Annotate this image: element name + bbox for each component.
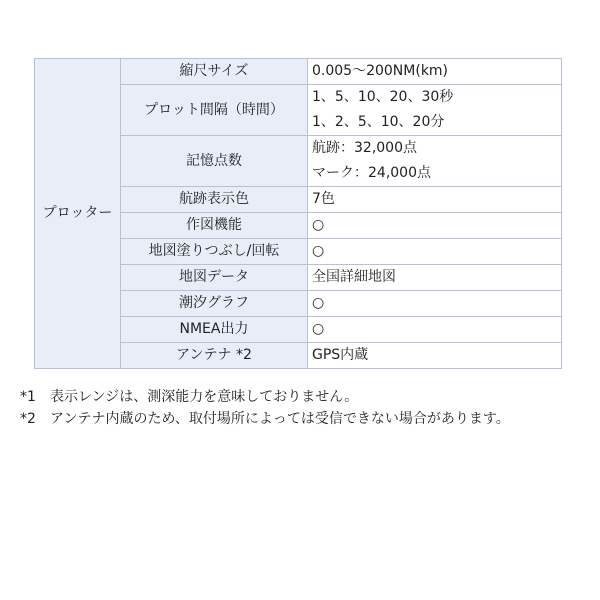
spec-label: アンテナ *2 <box>121 343 308 369</box>
spec-value: ○ <box>308 317 562 343</box>
spec-table <box>34 58 562 369</box>
spec-value: GPS内蔵 <box>308 343 562 369</box>
footnotes <box>20 386 590 430</box>
spec-value: 7色 <box>308 187 562 213</box>
category-cell: プロッター <box>35 59 121 369</box>
footnote-text: アンテナ内蔵のため、取付場所によっては受信できない場合があります。 <box>50 411 510 427</box>
spec-label: 航跡表示色 <box>121 187 308 213</box>
spec-label: 作図機能 <box>121 213 308 239</box>
footnote <box>20 386 590 408</box>
spec-label: 地図データ <box>121 265 308 291</box>
spec-value-line: 航跡：32,000点 <box>312 140 417 156</box>
spec-value: ○ <box>308 291 562 317</box>
spec-value: ○ <box>308 239 562 265</box>
spec-value: ○ <box>308 213 562 239</box>
spec-value: 全国詳細地図 <box>308 265 562 291</box>
spec-label: プロット間隔（時間） <box>121 85 308 136</box>
spec-value-line: 1、2、5、10、20分 <box>312 114 445 130</box>
spec-value <box>308 85 562 136</box>
spec-value <box>308 136 562 187</box>
spec-row-scale <box>35 59 562 85</box>
footnote-text: 表示レンジは、測深能力を意味しておりません。 <box>50 389 359 405</box>
spec-label: 記憶点数 <box>121 136 308 187</box>
spec-label: NMEA出力 <box>121 317 308 343</box>
footnote <box>20 408 590 430</box>
spec-value-line: マーク：24,000点 <box>312 165 431 181</box>
spec-label: 縮尺サイズ <box>121 59 308 85</box>
spec-value: 0.005〜200NM(km) <box>308 59 562 85</box>
footnote-mark: *1 <box>20 389 36 405</box>
spec-value-line: 1、5、10、20、30秒 <box>312 89 454 105</box>
spec-label: 地図塗りつぶし/回転 <box>121 239 308 265</box>
spec-label: 潮汐グラフ <box>121 291 308 317</box>
footnote-mark: *2 <box>20 411 36 427</box>
